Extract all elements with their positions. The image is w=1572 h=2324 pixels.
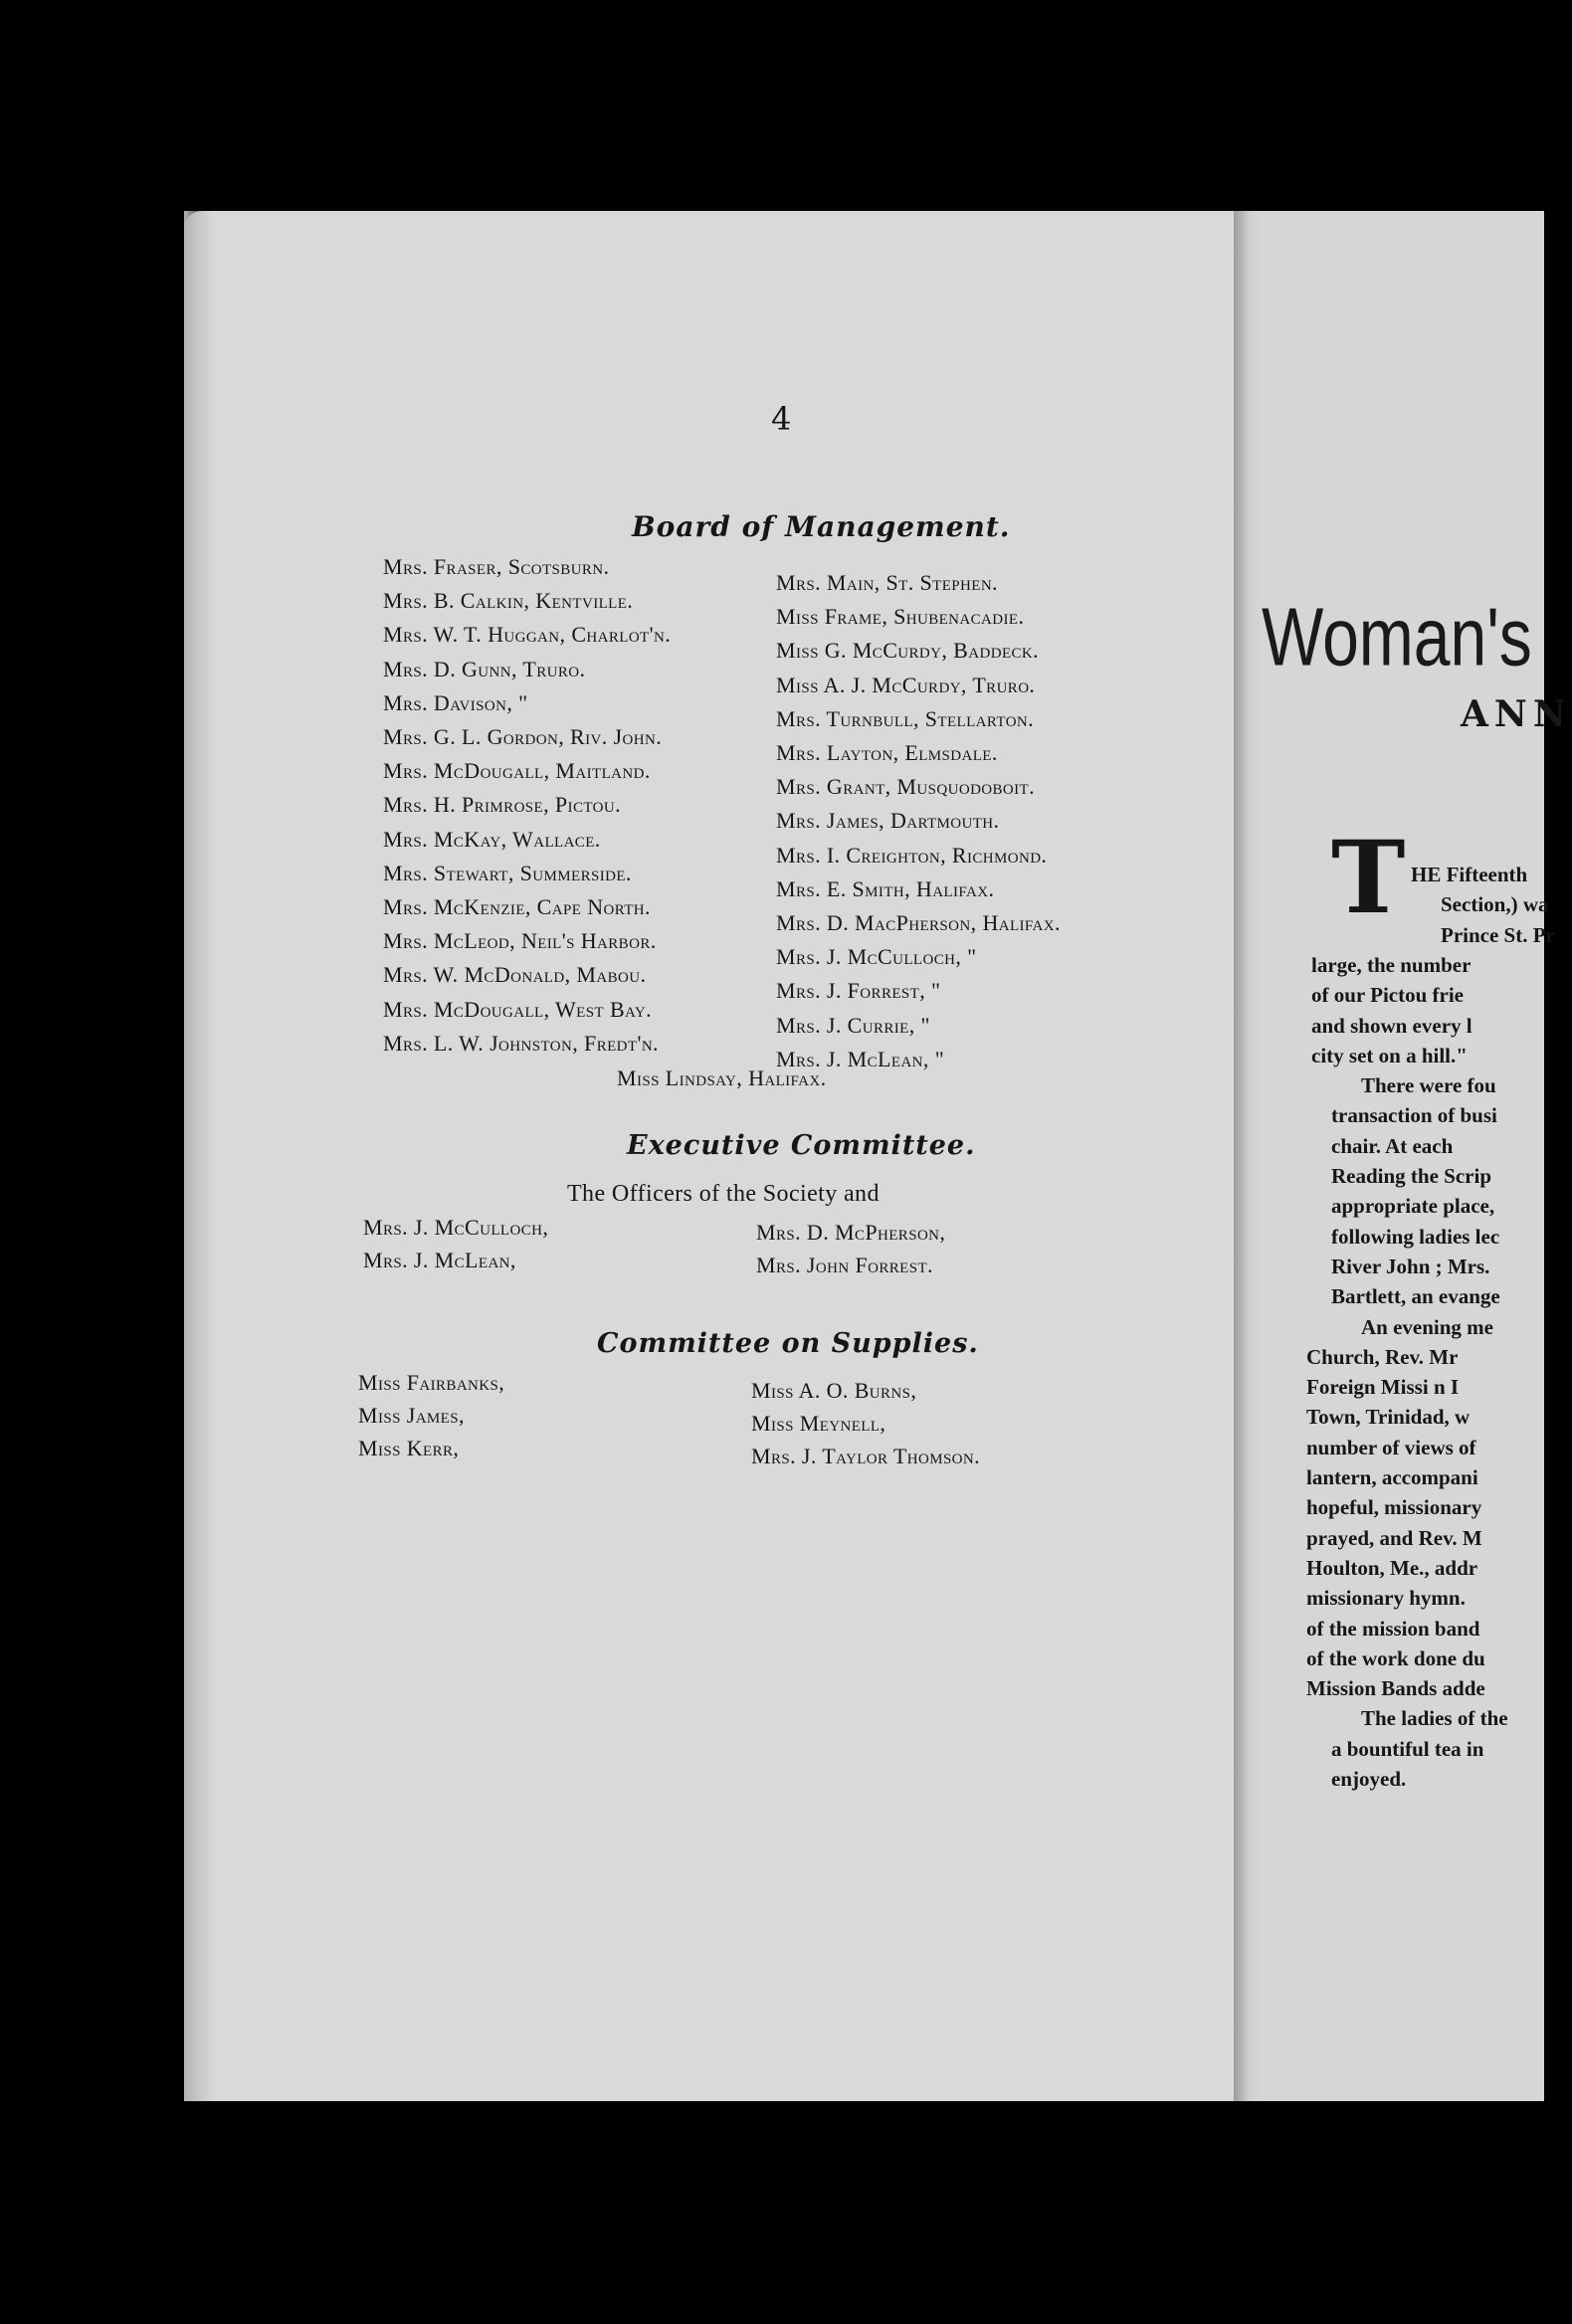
right-body-line-3: Prince St. Pr	[1441, 922, 1555, 947]
exec-left-2: Mrs. J. McLean,	[363, 1248, 516, 1272]
page-number: 4	[771, 400, 792, 438]
board-left-name-15: Mrs. L. W. Johnston, Fredt'n.	[383, 1030, 659, 1056]
right-body-line-16: An evening me	[1361, 1314, 1493, 1339]
exec-left-1: Mrs. J. McCulloch,	[363, 1215, 549, 1240]
board-right-name-12: Mrs. J. McCulloch, "	[776, 944, 977, 970]
right-body-line-12: appropriate place,	[1331, 1194, 1495, 1219]
board-right-name-9: Mrs. I. Creighton, Richmond.	[776, 842, 1048, 868]
board-heading: Board of Management.	[632, 510, 1011, 543]
right-body-line-25: missionary hymn.	[1306, 1586, 1466, 1611]
board-left-name-8: Mrs. H. Primrose, Pictou.	[383, 792, 622, 818]
right-page-subtitle: ANN	[1461, 693, 1572, 735]
right-body-line-18: Foreign Missi n I	[1306, 1375, 1460, 1400]
executive-heading: Executive Committee.	[627, 1130, 976, 1161]
supplies-right-2: Miss Meynell,	[751, 1411, 886, 1436]
right-body-line-6: and shown every l	[1311, 1013, 1473, 1038]
board-right-name-14: Mrs. J. Currie, "	[776, 1012, 930, 1038]
right-body-line-24: Houlton, Me., addr	[1306, 1555, 1478, 1580]
right-body-line-19: Town, Trinidad, w	[1306, 1405, 1471, 1430]
exec-right-2: Mrs. John Forrest.	[756, 1253, 933, 1277]
board-right-name-10: Mrs. E. Smith, Halifax.	[776, 875, 995, 901]
right-body-line-20: number of views of	[1306, 1435, 1476, 1459]
board-right-name-5: Mrs. Turnbull, Stellarton.	[776, 705, 1035, 731]
board-left-name-14: Mrs. McDougall, West Bay.	[383, 996, 653, 1022]
right-body-line-21: lantern, accompani	[1306, 1465, 1478, 1489]
right-page	[1262, 211, 1572, 2101]
board-left-name-2: Mrs. B. Calkin, Kentville.	[383, 588, 634, 614]
board-left-name-9: Mrs. McKay, Wallace.	[383, 826, 601, 852]
right-body-line-28: Mission Bands adde	[1306, 1676, 1485, 1701]
supplies-left-1: Miss Fairbanks,	[358, 1370, 505, 1395]
executive-intro: The Officers of the Society and	[567, 1181, 880, 1207]
board-right-name-3: Miss G. McCurdy, Baddeck.	[776, 638, 1040, 664]
board-footer: Miss Lindsay, Halifax.	[617, 1065, 827, 1090]
board-left-name-7: Mrs. McDougall, Maitland.	[383, 758, 651, 784]
board-right-name-2: Miss Frame, Shubenacadie.	[776, 604, 1025, 630]
board-left-name-6: Mrs. G. L. Gordon, Riv. John.	[383, 724, 663, 749]
right-body-line-17: Church, Rev. Mr	[1306, 1344, 1459, 1369]
right-body-line-10: chair. At each	[1331, 1133, 1454, 1158]
supplies-left-3: Miss Kerr,	[358, 1436, 460, 1460]
board-right-name-4: Miss A. J. McCurdy, Truro.	[776, 672, 1036, 697]
board-right-name-15: Mrs. J. McLean, "	[776, 1046, 945, 1071]
board-right-name-13: Mrs. J. Forrest, "	[776, 978, 941, 1004]
right-body-line-29: The ladies of the	[1361, 1706, 1508, 1731]
right-body-line-22: hopeful, missionary	[1306, 1495, 1482, 1520]
right-body-line-9: transaction of busi	[1331, 1103, 1497, 1128]
right-body-line-11: Reading the Scrip	[1331, 1164, 1492, 1188]
board-left-name-12: Mrs. McLeod, Neil's Harbor.	[383, 928, 657, 954]
board-left-name-13: Mrs. W. McDonald, Mabou.	[383, 962, 647, 988]
right-body-line-26: of the mission band	[1306, 1616, 1480, 1641]
page-gutter	[1234, 211, 1262, 2101]
board-left-name-1: Mrs. Fraser, Scotsburn.	[383, 554, 610, 579]
board-left-name-11: Mrs. McKenzie, Cape North.	[383, 894, 651, 919]
right-body-line-27: of the work done du	[1306, 1646, 1485, 1670]
board-right-name-11: Mrs. D. MacPherson, Halifax.	[776, 910, 1061, 935]
board-right-name-7: Mrs. Grant, Musquodoboit.	[776, 774, 1036, 800]
right-page-title: Woman's	[1262, 590, 1532, 682]
board-right-name-1: Mrs. Main, St. Stephen.	[776, 570, 998, 595]
right-body-line-15: Bartlett, an evange	[1331, 1284, 1500, 1309]
board-left-name-10: Mrs. Stewart, Summerside.	[383, 860, 632, 885]
right-body-line-1: HE Fifteenth	[1411, 863, 1528, 886]
right-body-line-31: enjoyed.	[1331, 1767, 1407, 1791]
board-left-name-4: Mrs. D. Gunn, Truro.	[383, 656, 586, 681]
right-body-line-4: large, the number	[1311, 952, 1472, 977]
right-body-line-7: city set on a hill."	[1311, 1043, 1468, 1067]
supplies-left-2: Miss James,	[358, 1403, 465, 1428]
supplies-right-1: Miss A. O. Burns,	[751, 1378, 917, 1403]
board-left-name-3: Mrs. W. T. Huggan, Charlot'n.	[383, 622, 672, 648]
right-body-line-8: There were fou	[1361, 1073, 1496, 1098]
supplies-heading: Committee on Supplies.	[597, 1328, 979, 1359]
right-body-line-5: of our Pictou frie	[1311, 983, 1464, 1008]
right-body-line-30: a bountiful tea in	[1331, 1736, 1484, 1761]
right-body-line-14: River John ; Mrs.	[1331, 1254, 1490, 1278]
board-right-name-6: Mrs. Layton, Elmsdale.	[776, 740, 998, 765]
board-left-name-5: Mrs. Davison, "	[383, 689, 528, 715]
right-body-line-2: Section,) wa	[1441, 892, 1549, 917]
right-body-line-23: prayed, and Rev. M	[1306, 1525, 1482, 1550]
supplies-right-3: Mrs. J. Taylor Thomson.	[751, 1444, 981, 1468]
right-body-line-13: following ladies lec	[1331, 1224, 1500, 1249]
drop-cap: T	[1331, 819, 1406, 936]
exec-right-1: Mrs. D. McPherson,	[756, 1220, 946, 1245]
board-right-name-8: Mrs. James, Dartmouth.	[776, 808, 1000, 834]
